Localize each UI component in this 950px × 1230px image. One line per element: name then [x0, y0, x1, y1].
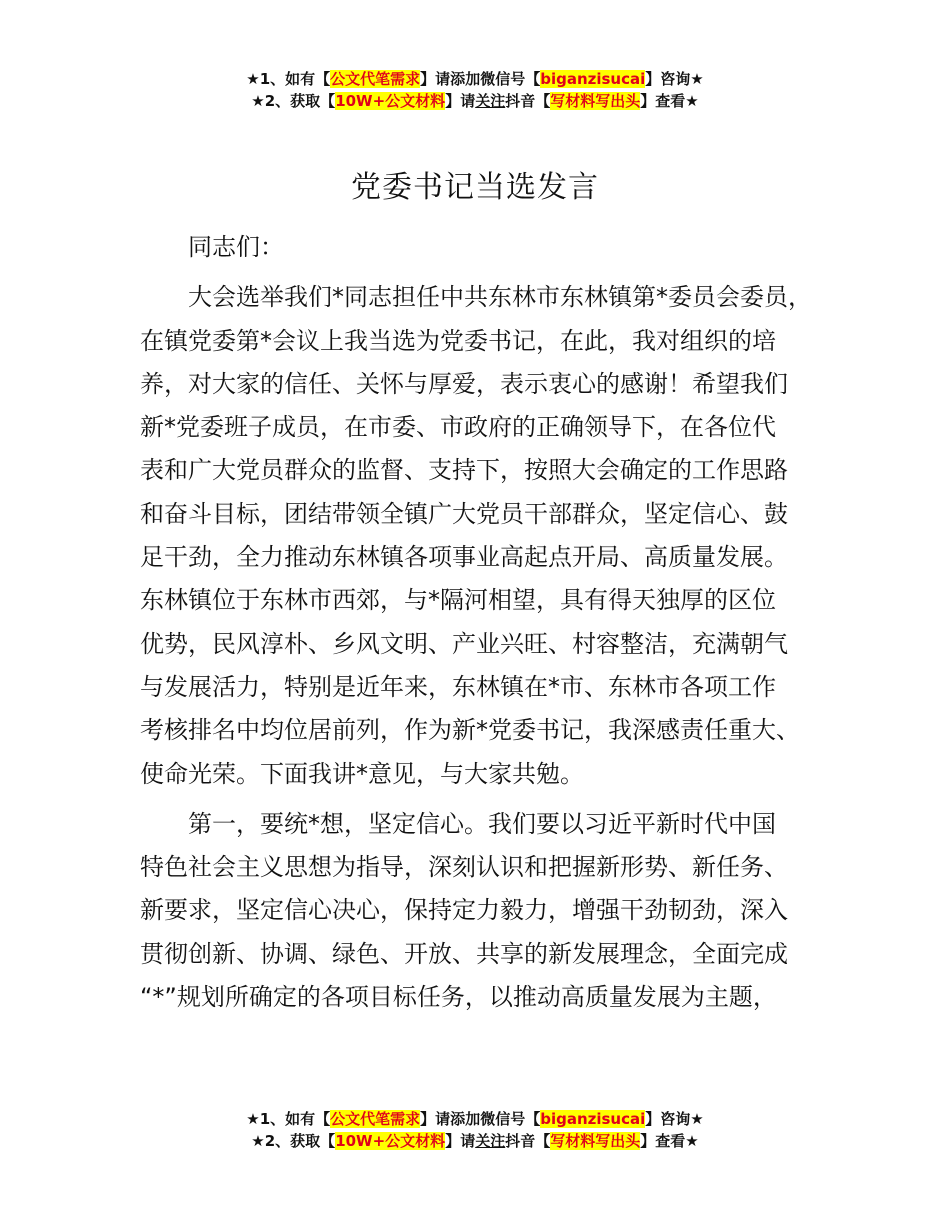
body-line: 大会选举我们*同志担任中共东林市东林镇第*委员会委员， [188, 283, 812, 312]
header-highlight-wechat-id: biganzisucai [540, 70, 646, 88]
body-line: “*”规划所确定的各项目标任务，以推动高质量发展为主题， [140, 983, 777, 1012]
header-line-2-underline: 关注 [475, 92, 506, 110]
header-banner [0, 68, 950, 112]
body-line: 东林镇位于东林市西郊，与*隔河相望，具有得天独厚的区位 [140, 586, 776, 615]
header-line-2-mid2: 抖音【 [505, 92, 551, 110]
footer-line-2-mid2: 抖音【 [505, 1132, 551, 1150]
footer-line-1-bold: 加 [465, 1110, 481, 1128]
footer-line-2-prefix: ★2、获取【 [251, 1132, 336, 1150]
header-line-1-bold: 加 [465, 70, 481, 88]
body-line: 表和广大党员群众的监督、支持下，按照大会确定的工作思路 [140, 456, 788, 485]
body-line: 特色社会主义思想为指导，深刻认识和把握新形势、新任务、 [140, 853, 788, 882]
footer-highlight-materials: 10W+公文材料 [335, 1132, 446, 1150]
header-line-2-prefix: ★2、获取【 [251, 92, 336, 110]
header-highlight-douyin: 写材料写出头 [550, 92, 641, 110]
header-line-1-suffix: 】咨询★ [645, 70, 704, 88]
body-line: 使命光荣。下面我讲*意见，与大家共勉。 [140, 759, 584, 788]
footer-highlight-wechat-id: biganzisucai [540, 1110, 646, 1128]
body-line: 第一，要统*想，坚定信心。我们要以习近平新时代中国 [188, 809, 776, 838]
footer-line-1-suffix: 】咨询★ [645, 1110, 704, 1128]
body-line: 足干劲，全力推动东林镇各项事业高起点开局、高质量发展。 [140, 543, 788, 572]
footer-line-2 [0, 1130, 950, 1152]
header-line-1 [0, 68, 950, 90]
body-line: 贯彻创新、协调、绿色、开放、共享的新发展理念，全面完成 [140, 939, 788, 968]
footer-line-2-mid1: 】请 [445, 1132, 476, 1150]
header-line-1-prefix: ★1、如有【 [246, 70, 331, 88]
body-line: 优势，民风淳朴、乡风文明、产业兴旺、村容整洁，充满朝气 [140, 629, 788, 658]
footer-line-2-suffix: 】查看★ [640, 1132, 699, 1150]
body-line: 在镇党委第*会议上我当选为党委书记，在此，我对组织的培 [140, 326, 776, 355]
header-line-1-mid2: 微信号【 [480, 70, 541, 88]
document-title: 党委书记当选发言 [351, 170, 599, 205]
body-line: 与发展活力，特别是近年来，东林镇在*市、东林市各项工作 [140, 672, 776, 701]
header-highlight-ghostwriting: 公文代笔需求 [330, 70, 421, 88]
body-line: 新要求，坚定信心决心，保持定力毅力，增强干劲韧劲，深入 [140, 896, 788, 925]
body-line: 考核排名中均位居前列，作为新*党委书记，我深感责任重大、 [140, 716, 800, 745]
header-line-1-mid1: 】请添 [420, 70, 466, 88]
body-line: 养，对大家的信任、关怀与厚爱，表示衷心的感谢！希望我们 [140, 369, 788, 398]
header-line-2-suffix: 】查看★ [640, 92, 699, 110]
salutation: 同志们： [188, 233, 284, 261]
footer-line-1-mid2: 微信号【 [480, 1110, 541, 1128]
footer-line-1-mid1: 】请添 [420, 1110, 466, 1128]
footer-highlight-douyin: 写材料写出头 [550, 1132, 641, 1150]
header-line-2 [0, 90, 950, 112]
footer-banner [0, 1108, 950, 1152]
document-body [140, 226, 830, 1019]
header-line-2-mid1: 】请 [445, 92, 476, 110]
header-highlight-materials: 10W+公文材料 [335, 92, 446, 110]
body-line: 新*党委班子成员，在市委、市政府的正确领导下，在各位代 [140, 413, 776, 442]
footer-line-2-underline: 关注 [475, 1132, 506, 1150]
body-line: 和奋斗目标，团结带领全镇广大党员干部群众，坚定信心、鼓 [140, 499, 788, 528]
footer-line-1-prefix: ★1、如有【 [246, 1110, 331, 1128]
footer-line-1 [0, 1108, 950, 1130]
footer-highlight-ghostwriting: 公文代笔需求 [330, 1110, 421, 1128]
